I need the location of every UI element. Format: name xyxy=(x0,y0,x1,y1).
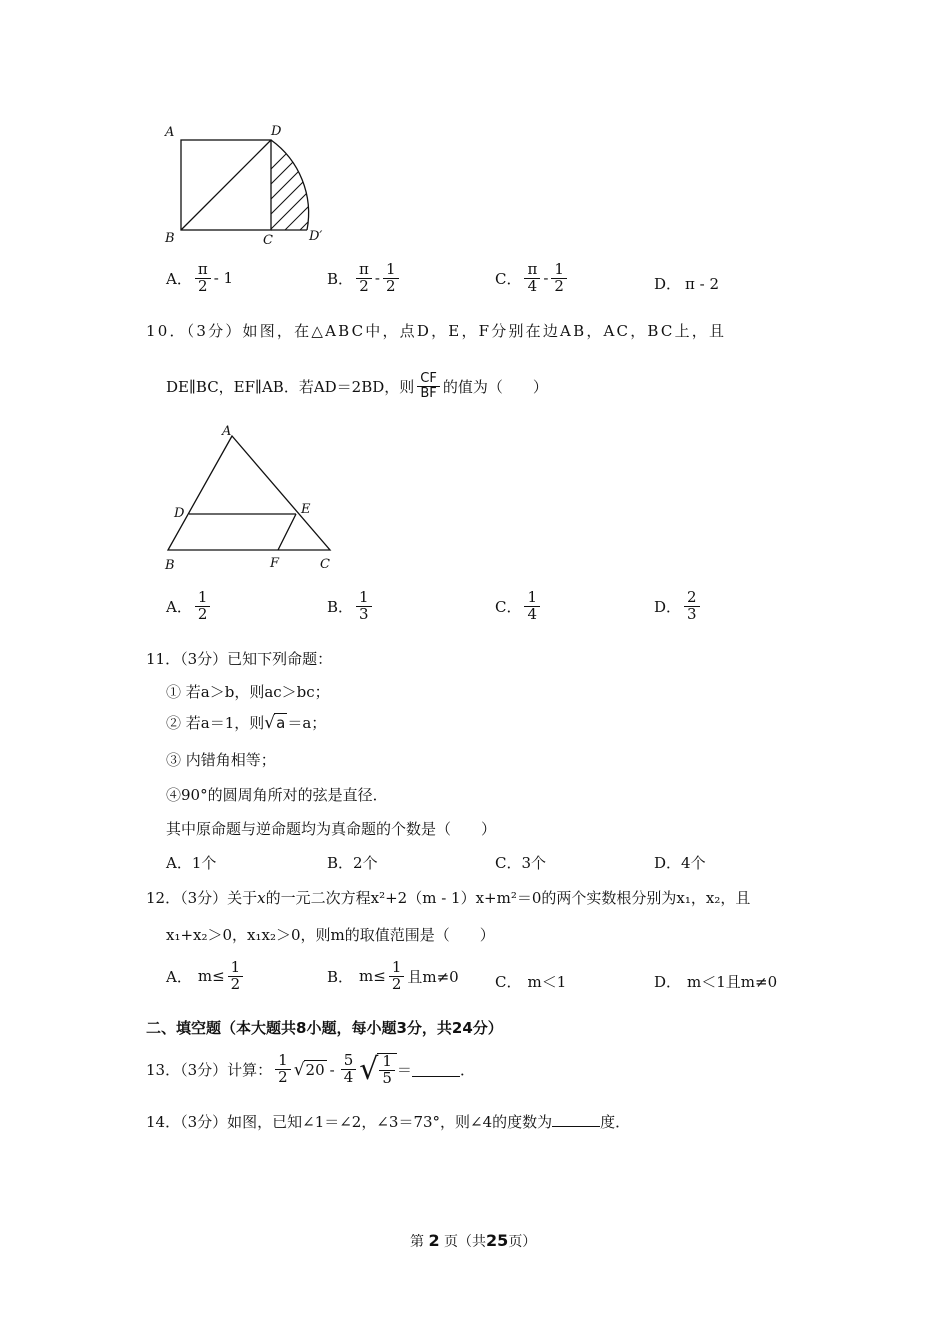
fraction: $\frac{1}{2}$ xyxy=(228,960,244,993)
radicand-fraction: $\frac{1}{5}$ xyxy=(377,1053,397,1087)
option-key: C． xyxy=(495,269,522,288)
fraction: $\frac{\pi}{4}$ xyxy=(524,262,540,295)
q12-option-d xyxy=(654,971,777,992)
label-d: D xyxy=(271,124,282,139)
q10-option-b xyxy=(327,590,375,623)
fraction: $\frac{2}{3}$ xyxy=(684,590,700,623)
fraction: $\frac{\pi}{2}$ xyxy=(195,262,211,295)
q10-text-b: 的值为（ ） xyxy=(442,377,548,396)
radicand: 20 xyxy=(305,1061,325,1079)
minus: - xyxy=(543,269,549,288)
answer-blank xyxy=(552,1112,600,1127)
option-pre: m≤ xyxy=(359,967,386,986)
option-key: A． xyxy=(166,597,192,616)
option-key: D． xyxy=(654,275,682,293)
option-text: π - 2 xyxy=(685,274,720,293)
fraction: $\frac{5}{4}$ xyxy=(341,1053,357,1086)
triangle-abc xyxy=(168,436,330,550)
label-b: B xyxy=(165,558,175,573)
option-key: C． xyxy=(495,973,522,991)
q13 xyxy=(146,1052,475,1087)
page-footer xyxy=(410,1231,536,1251)
q11-option-c: C．3个 xyxy=(495,854,547,872)
label-a: A xyxy=(222,424,232,439)
footer-mid: 页（共 xyxy=(444,1234,487,1250)
period: ． xyxy=(459,1061,475,1079)
section-heading: 二、填空题（本大题共8小题，每小题3分，共24分） xyxy=(146,1019,503,1037)
q11-question: 其中原命题与逆命题均为真命题的个数是（ ） xyxy=(166,820,497,838)
label-c: C xyxy=(320,557,330,572)
q12-text-b: 的一元二次方程 xyxy=(265,889,371,907)
q11-proposition-1: ① 若a＞b，则ac＞bc； xyxy=(166,683,330,701)
q9-option-d xyxy=(654,273,719,294)
option-key: D． xyxy=(654,973,682,991)
q9-option-a xyxy=(166,262,233,295)
page-total: 25 xyxy=(486,1231,509,1250)
arc-dd xyxy=(271,140,309,230)
option-key: C． xyxy=(495,597,522,616)
label-c: C xyxy=(263,233,273,248)
q9-option-b xyxy=(327,262,402,295)
q13-prefix: 13．（3分）计算： xyxy=(146,1061,273,1079)
footer-post: 页） xyxy=(508,1234,537,1250)
option-key: B． xyxy=(327,967,354,986)
label-a: A xyxy=(165,125,175,140)
q12-equation: x²+2（m - 1）x+m²＝0 xyxy=(370,889,542,907)
fraction: $\frac{1}{2}$ xyxy=(195,590,211,623)
answer-blank xyxy=(412,1062,460,1077)
q12-text-c: 的两个实数根分别为x₁，x₂，且 xyxy=(541,889,751,907)
q11-proposition-3: ③ 内错角相等； xyxy=(166,751,276,769)
sqrt-sign: √ xyxy=(264,712,276,733)
option-key: D． xyxy=(654,597,682,616)
fraction: $\frac{1}{2}$ xyxy=(383,262,399,295)
label-d: D xyxy=(174,506,185,521)
fraction: $\frac{\pi}{2}$ xyxy=(356,262,372,295)
equals: ＝ xyxy=(396,1061,412,1079)
radicand: a xyxy=(276,714,286,732)
q12-option-b xyxy=(327,960,459,993)
fraction: $\frac{1}{2}$ xyxy=(275,1053,291,1086)
footer-pre: 第 xyxy=(410,1234,424,1250)
q10-line1: 10．（3分）如图，在△ABC中，点D，E，F分别在边AB，AC，BC上，且 xyxy=(146,322,727,340)
fraction: $\frac{1}{4}$ xyxy=(524,590,540,623)
option-text: m＜1 xyxy=(527,973,567,991)
p2-text-a: ② 若a＝1，则 xyxy=(166,714,265,732)
q12-option-a xyxy=(166,960,246,993)
q12-var-x: x xyxy=(257,889,266,907)
q9-option-c xyxy=(495,262,570,295)
option-pre: m≤ xyxy=(197,967,225,986)
q11-option-a: A．1个 xyxy=(166,854,217,872)
q12-text-a: 12．（3分）关于 xyxy=(146,889,258,907)
fraction: $\frac{1}{3}$ xyxy=(356,590,372,623)
q11-option-b: B．2个 xyxy=(327,854,378,872)
label-e: E xyxy=(301,502,311,517)
minus: - xyxy=(329,1060,335,1079)
q10-option-c xyxy=(495,590,543,623)
option-key: A． xyxy=(166,269,192,288)
page-number: 2 xyxy=(428,1231,440,1250)
minus: - xyxy=(374,269,380,288)
sqrt-sign: √ xyxy=(359,1052,379,1087)
diagonal-bd xyxy=(181,140,271,230)
q9-figure xyxy=(160,120,335,248)
q14 xyxy=(146,1111,630,1132)
q12-line2: x₁+x₂＞0，x₁x₂＞0，则m的取值范围是（ ） xyxy=(166,926,495,944)
q11-proposition-2 xyxy=(166,712,326,733)
label-dprime: D′ xyxy=(309,229,323,244)
q10-text-a: DE∥BC，EF∥AB．若AD＝2BD，则 xyxy=(166,377,415,396)
q10-option-d xyxy=(654,590,703,623)
option-text: m＜1且m≠0 xyxy=(687,973,778,991)
q12-line1 xyxy=(146,887,750,908)
q10-line2 xyxy=(166,372,548,400)
label-b: B xyxy=(165,231,175,246)
fraction: $\frac{1}{2}$ xyxy=(551,262,567,295)
ratio-cf-bf: $\frac{CF}{BF}$ xyxy=(417,372,440,400)
q11-option-d: D．4个 xyxy=(654,854,706,872)
option-tail: - 1 xyxy=(213,269,234,288)
q14-text: 14．（3分）如图，已知∠1＝∠2，∠3＝73°，则∠4的度数为 xyxy=(146,1113,553,1131)
p2-text-b: ＝a； xyxy=(287,714,327,732)
q14-end: 度． xyxy=(600,1113,631,1131)
option-key: A． xyxy=(166,967,192,986)
segment-ef xyxy=(278,514,296,550)
fraction: $\frac{1}{2}$ xyxy=(389,960,405,993)
option-key: B． xyxy=(327,597,354,616)
q11-stem: 11．（3分）已知下列命题： xyxy=(146,650,333,668)
q11-proposition-4: ④90°的圆周角所对的弦是直径． xyxy=(166,786,388,804)
label-f: F xyxy=(270,556,280,571)
option-post: 且m≠0 xyxy=(407,967,459,986)
sqrt-sign: √ xyxy=(293,1059,305,1080)
q10-option-a xyxy=(166,590,213,623)
q10-figure xyxy=(160,422,340,577)
option-key: B． xyxy=(327,269,354,288)
q12-option-c xyxy=(495,971,566,992)
